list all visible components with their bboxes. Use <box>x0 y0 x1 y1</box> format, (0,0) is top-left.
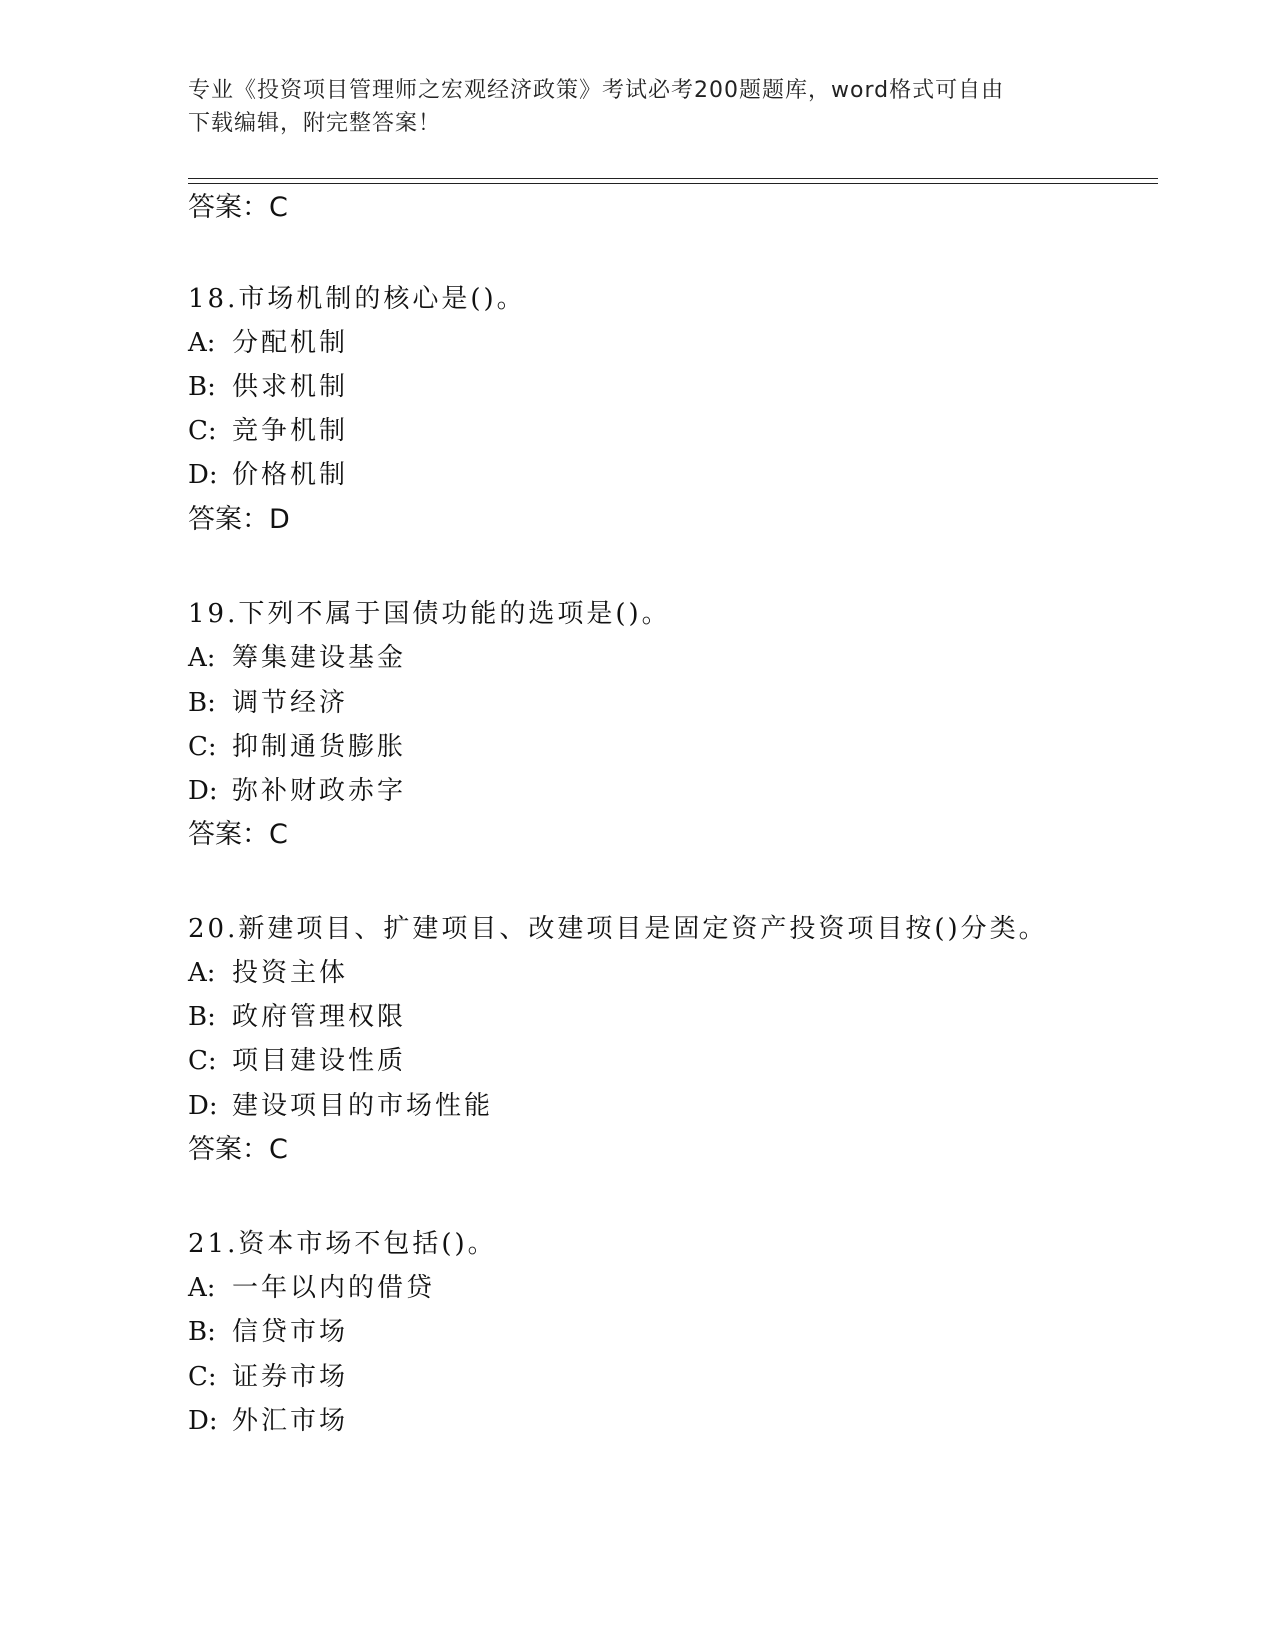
option-text: 供求机制 <box>232 372 349 402</box>
question-18-option-d <box>188 457 348 493</box>
question-18-answer: 答案：D <box>188 504 290 535</box>
option-text: 政府管理权限 <box>232 1002 407 1032</box>
option-letter: D: <box>188 460 218 490</box>
option-letter: A: <box>188 643 216 673</box>
option-text: 抑制通货膨胀 <box>232 732 407 762</box>
option-text: 投资主体 <box>232 958 349 988</box>
option-text: 调节经济 <box>232 688 349 718</box>
question-20-answer: 答案：C <box>188 1134 288 1165</box>
option-letter: A: <box>188 958 216 988</box>
option-letter: C: <box>188 1362 217 1392</box>
option-text: 弥补财政赤字 <box>232 776 407 806</box>
option-letter: B: <box>188 688 216 718</box>
question-18-stem: 18.市场机制的核心是()。 <box>188 284 526 314</box>
question-19-option-c <box>188 729 406 765</box>
option-letter: B: <box>188 372 216 402</box>
option-text: 建设项目的市场性能 <box>232 1091 494 1121</box>
option-letter: C: <box>188 732 217 762</box>
question-20-stem: 20.新建项目、扩建项目、改建项目是固定资产投资项目按()分类。 <box>188 914 1048 944</box>
question-20-option-c <box>188 1043 406 1079</box>
document-header <box>188 74 1088 140</box>
question-19-option-b <box>188 685 348 721</box>
option-letter: B: <box>188 1002 216 1032</box>
question-21-option-b <box>188 1314 348 1350</box>
question-19-answer: 答案：C <box>188 819 288 850</box>
option-text: 分配机制 <box>232 328 349 358</box>
question-19-option-a <box>188 640 406 676</box>
option-letter: C: <box>188 1046 217 1076</box>
question-19-stem: 19.下列不属于国债功能的选项是()。 <box>188 599 671 629</box>
option-text: 价格机制 <box>232 460 349 490</box>
previous-answer: 答案：C <box>188 192 288 223</box>
header-line-1: 专业《投资项目管理师之宏观经济政策》考试必考200题题库，word格式可自由 <box>188 78 1005 103</box>
option-letter: A: <box>188 1273 216 1303</box>
question-21-option-d <box>188 1403 348 1439</box>
question-21-option-c <box>188 1359 348 1395</box>
option-text: 外汇市场 <box>232 1406 349 1436</box>
header-divider-bottom <box>188 183 1158 184</box>
option-letter: C: <box>188 416 217 446</box>
question-19-option-d <box>188 773 406 809</box>
question-18-option-b <box>188 369 348 405</box>
option-letter: B: <box>188 1317 216 1347</box>
question-18-option-a <box>188 325 348 361</box>
option-text: 筹集建设基金 <box>232 643 407 673</box>
option-letter: D: <box>188 1406 218 1436</box>
option-text: 一年以内的借贷 <box>232 1273 436 1303</box>
header-line-2: 下载编辑，附完整答案！ <box>188 111 442 136</box>
option-text: 项目建设性质 <box>232 1046 407 1076</box>
option-letter: A: <box>188 328 216 358</box>
question-21-option-a <box>188 1270 435 1306</box>
question-20-option-d <box>188 1088 493 1124</box>
option-text: 证券市场 <box>232 1362 349 1392</box>
option-letter: D: <box>188 1091 218 1121</box>
question-20-option-b <box>188 999 406 1035</box>
option-text: 竞争机制 <box>232 416 349 446</box>
header-divider-top <box>188 178 1158 179</box>
question-20-option-a <box>188 955 348 991</box>
question-21-stem: 21.资本市场不包括()。 <box>188 1229 497 1259</box>
option-text: 信贷市场 <box>232 1317 349 1347</box>
question-18-option-c <box>188 413 348 449</box>
option-letter: D: <box>188 776 218 806</box>
